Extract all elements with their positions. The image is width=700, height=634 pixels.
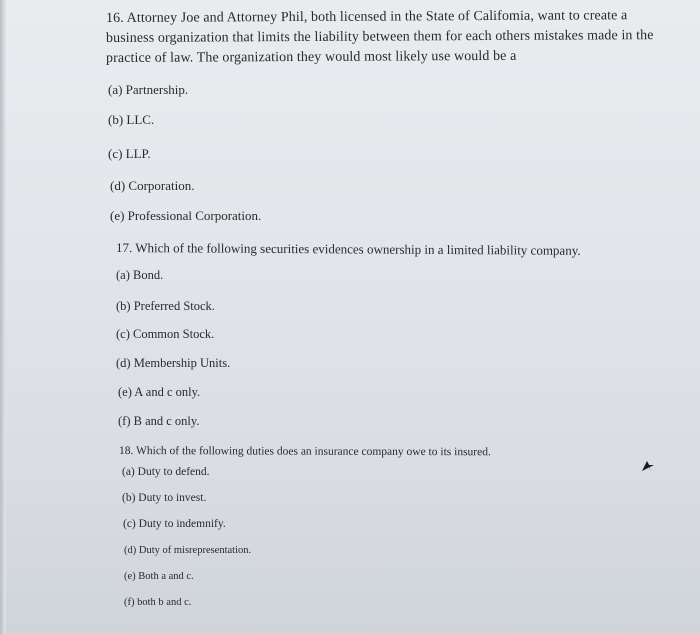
q17-option-b: (b) Preferred Stock. <box>116 299 215 313</box>
q17-option-e: (e) A and c only. <box>118 385 201 399</box>
q18-question: 18. Which of the following duties does an insurance company owe to its insured. <box>118 445 491 459</box>
q18-option-e: (e) Both a and c. <box>124 571 194 582</box>
q16-option-a: (a) Partnership. <box>108 82 189 97</box>
mouse-pointer-icon <box>641 459 655 473</box>
q18-option-f: (f) both b and c. <box>124 597 192 608</box>
q16-line-2: business organization that limits the liability between them for each others mistakes made in the <box>105 28 654 46</box>
q16-option-b: (b) LLC. <box>108 112 155 127</box>
q17-option-c: (c) Common Stock. <box>116 327 215 341</box>
q16-line-1: 16. Attorney Joe and Attorney Phil, both licensed in the State of Califomia, want to create a <box>105 8 628 26</box>
q16-line-3: practice of law. The organization they would most likely use would be a <box>105 48 517 66</box>
q17-question: 17. Which of the following securities evidences ownership in a limited liability company. <box>115 240 581 258</box>
q18-option-d: (d) Duty of misrepresentation. <box>124 545 252 556</box>
q17-option-f: (f) B and c only. <box>118 414 200 428</box>
q16-option-d: (d) Corporation. <box>110 178 195 193</box>
q16-option-c: (c) LLP. <box>108 146 151 161</box>
q17-option-d: (d) Membership Units. <box>116 356 231 370</box>
q17-option-a: (a) Bond. <box>116 268 164 282</box>
q16-option-e: (e) Professional Corporation. <box>110 208 262 223</box>
q18-option-c: (c) Duty to indemnify. <box>123 518 226 530</box>
q18-option-a: (a) Duty to defend. <box>122 466 210 478</box>
q18-option-b: (b) Duty to invest. <box>122 492 207 504</box>
